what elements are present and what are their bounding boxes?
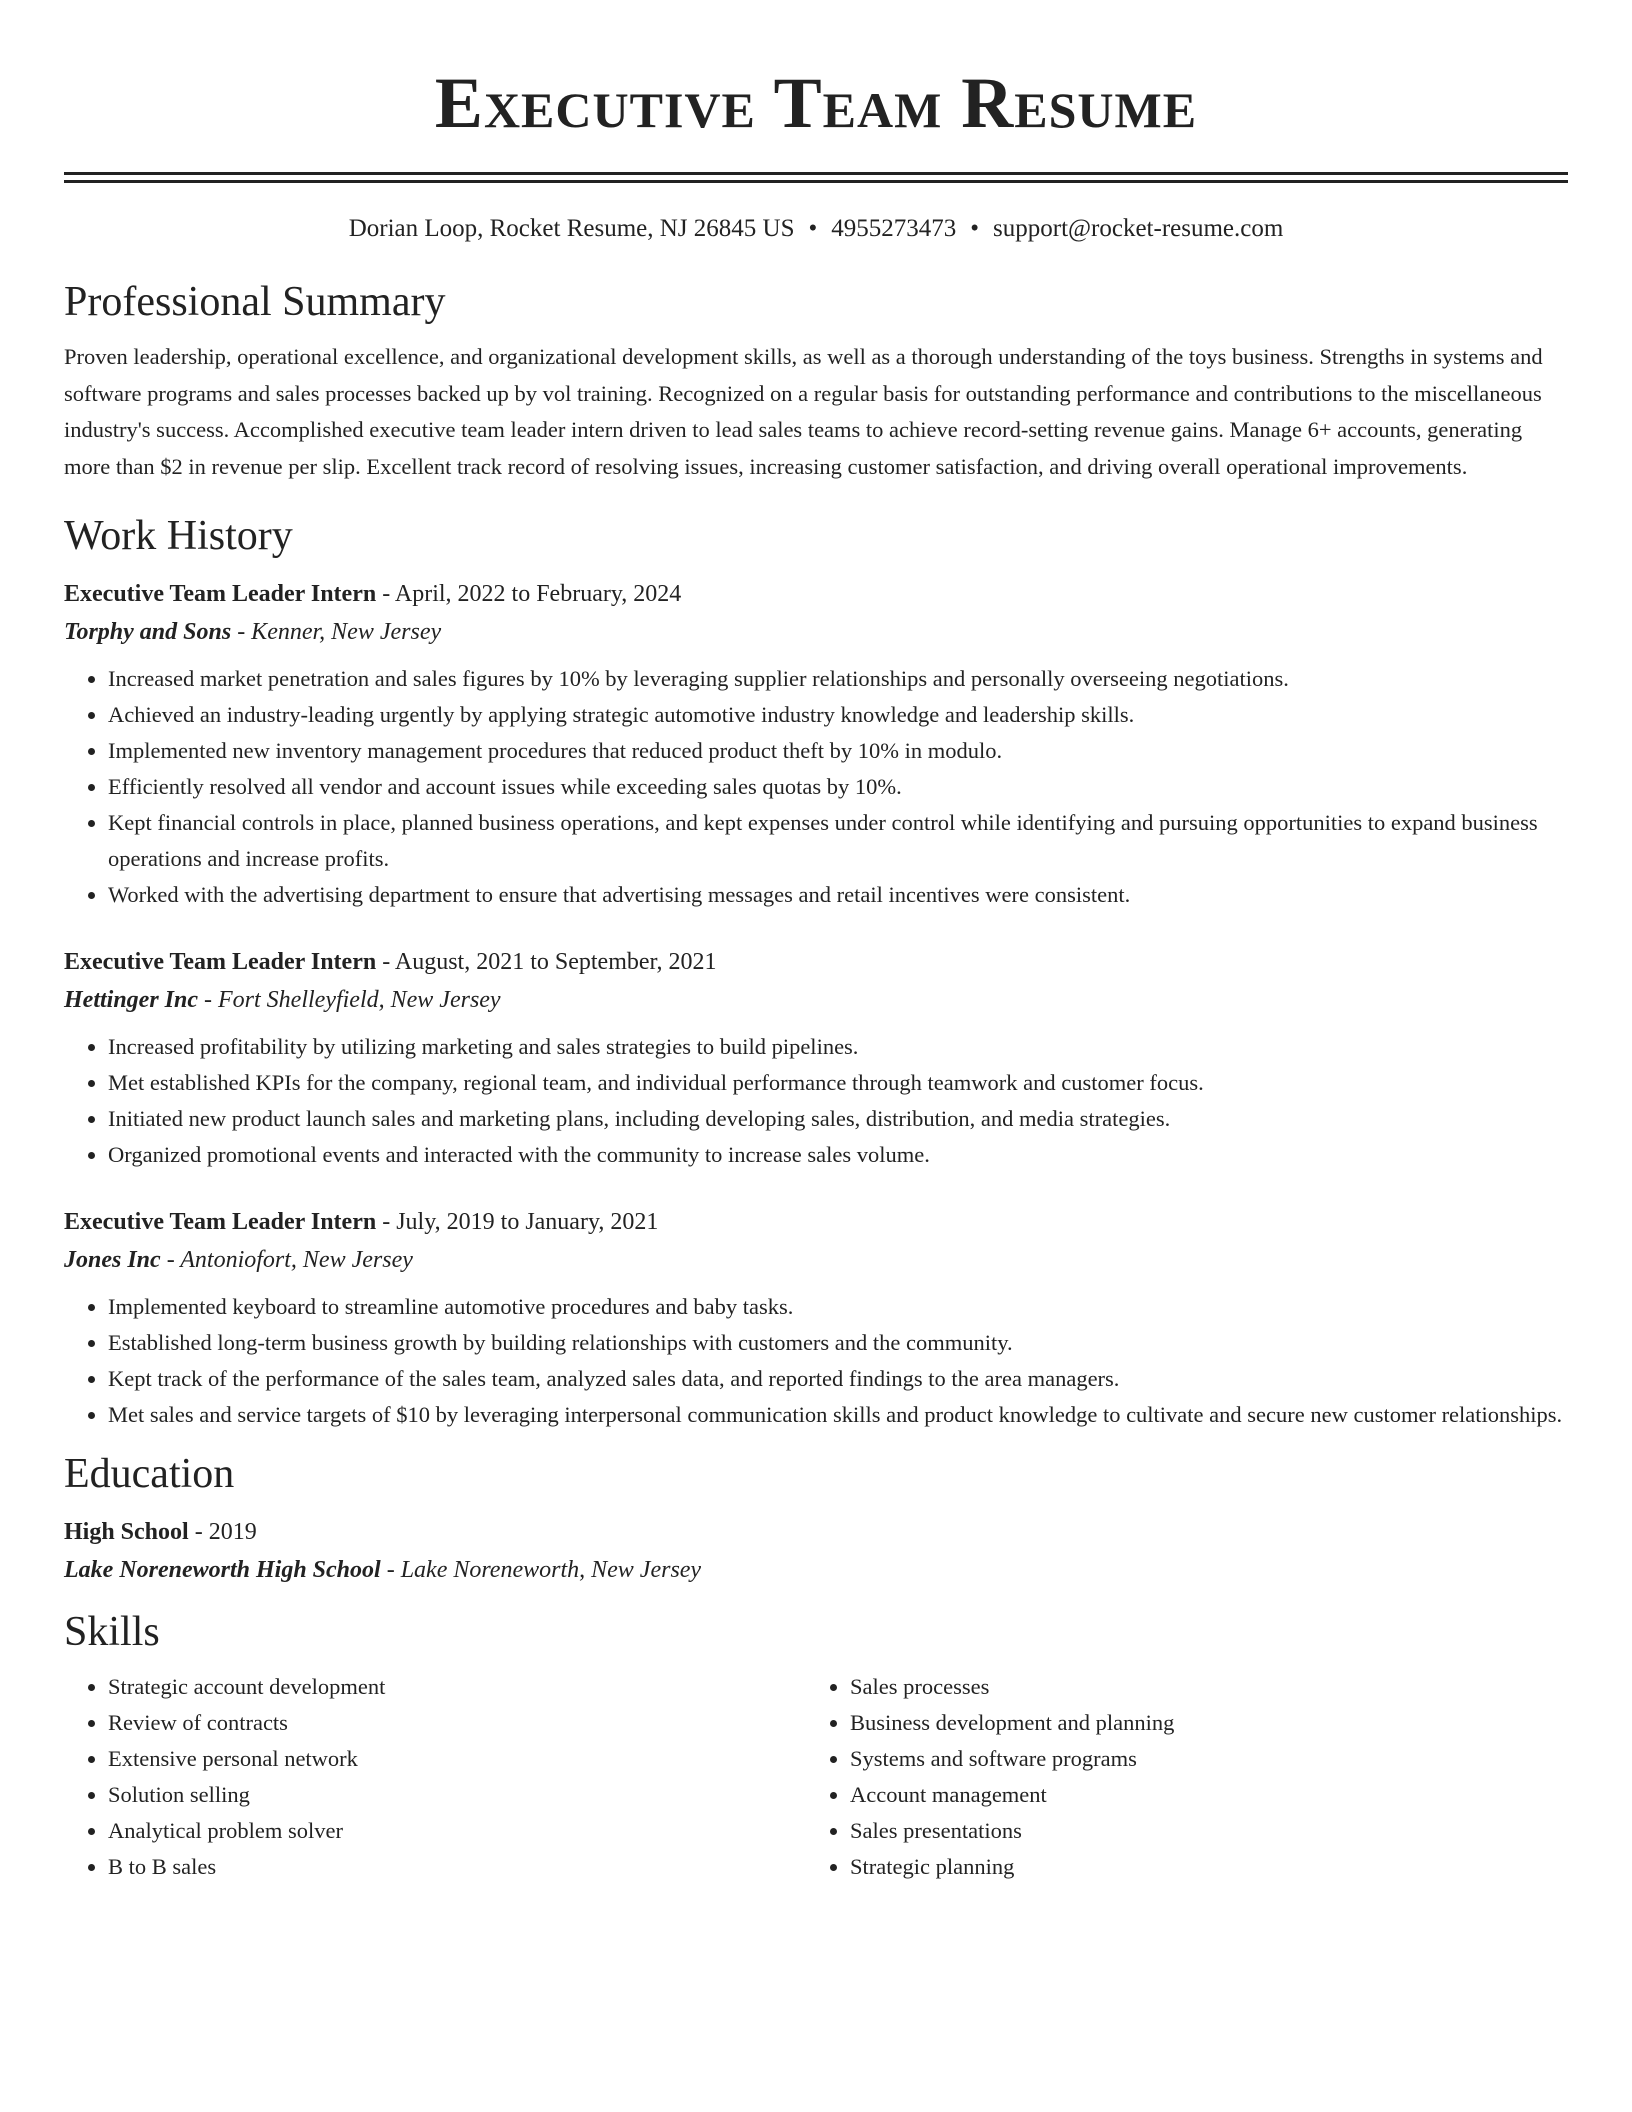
list-item: • Initiated new product launch sales and marketing plans, including developing sales, distribution, and media strategies. [108, 1101, 1568, 1137]
list-item: • Increased market penetration and sales figures by 10% by leveraging supplier relationships and personally overseeing negotiations. [108, 661, 1568, 697]
skill-item: • B to B sales [108, 1849, 806, 1885]
skill-item: • Extensive personal network [108, 1741, 806, 1777]
skill-item: • Sales presentations [850, 1813, 1548, 1849]
education-year: - 2019 [188, 1519, 257, 1545]
education-section [64, 1449, 1568, 1589]
skills-grid [64, 1669, 1568, 1885]
job-company: Jones Inc [64, 1247, 161, 1273]
job-role: Executive Team Leader Intern [64, 581, 377, 607]
skill-item: • Business development and planning [850, 1705, 1548, 1741]
job-location: - Kenner, New Jersey [231, 619, 442, 645]
job-bullets [64, 661, 1568, 913]
list-item: • Met sales and service targets of $10 by leveraging interpersonal communication skills and product knowledge to cultivate and secure new customer relationships. [108, 1397, 1568, 1433]
job-bullets [64, 1029, 1568, 1173]
job-role: Executive Team Leader Intern [64, 1209, 377, 1235]
education-location: - Lake Noreneworth, New Jersey [380, 1557, 702, 1583]
job-company-line [64, 981, 1568, 1019]
job-entry [64, 1203, 1568, 1433]
skills-list [806, 1669, 1548, 1885]
education-entry [64, 1513, 1568, 1589]
education-degree: High School [64, 1519, 189, 1545]
summary-section [64, 277, 1568, 485]
education-degree-line [64, 1513, 1568, 1551]
job-company: Hettinger Inc [64, 987, 199, 1013]
skills-column-left [64, 1669, 806, 1885]
list-item: • Kept track of the performance of the sales team, analyzed sales data, and reported findings to the area managers. [108, 1361, 1568, 1397]
skills-heading: Skills [64, 1609, 160, 1655]
list-item: • Efficiently resolved all vendor and account issues while exceeding sales quotas by 10%. [108, 769, 1568, 805]
job-dates: - July, 2019 to January, 2021 [376, 1209, 659, 1235]
skills-list [64, 1669, 806, 1885]
resume-title: Executive Team Resume [434, 63, 1198, 143]
job-title-line [64, 1203, 1568, 1241]
skills-section [64, 1607, 1568, 1885]
job-company-line [64, 1241, 1568, 1279]
skill-item: • Strategic account development [108, 1669, 806, 1705]
job-title-line [64, 943, 1568, 981]
skill-item: • Solution selling [108, 1777, 806, 1813]
contact-separator: • [808, 215, 818, 242]
skill-item: • Analytical problem solver [108, 1813, 806, 1849]
education-heading: Education [64, 1451, 235, 1497]
job-dates: - April, 2022 to February, 2024 [376, 581, 682, 607]
list-item: • Implemented new inventory management procedures that reduced product theft by 10% in modulo. [108, 733, 1568, 769]
job-location: - Fort Shelleyfield, New Jersey [198, 987, 501, 1013]
contact-email: support@rocket-resume.com [993, 215, 1284, 242]
work-history-section [64, 511, 1568, 1433]
list-item: • Organized promotional events and interacted with the community to increase sales volume. [108, 1137, 1568, 1173]
skill-item: • Strategic planning [850, 1849, 1548, 1885]
skill-item: • Sales processes [850, 1669, 1548, 1705]
job-bullets [64, 1289, 1568, 1433]
contact-separator: • [970, 215, 980, 242]
job-role: Executive Team Leader Intern [64, 949, 377, 975]
list-item: • Implemented keyboard to streamline automotive procedures and baby tasks. [108, 1289, 1568, 1325]
summary-text: Proven leadership, operational excellence, and organizational development skills, as well as a thorough understanding of the toys business. Strengths in systems and software programs and sales processes backed up by vol training. Recognized on a regular basis for outstanding performance and contributions to the miscellaneous industry's success. Accomplished executive team leader intern driven to lead sales teams to achieve record-setting revenue gains. Manage 6+ accounts, generating more than $2 in revenue per slip. Excellent track record of resolving issues, increasing customer satisfaction, and driving overall operational improvements. [64, 344, 1543, 479]
contact-address: Dorian Loop, Rocket Resume, NJ 26845 US [348, 215, 795, 242]
job-entry [64, 575, 1568, 913]
job-location: - Antoniofort, New Jersey [160, 1247, 413, 1273]
job-company-line [64, 613, 1568, 651]
list-item: • Achieved an industry-leading urgently by applying strategic automotive industry knowledge and leadership skills. [108, 697, 1568, 733]
job-dates: - August, 2021 to September, 2021 [376, 949, 717, 975]
list-item: • Worked with the advertising department to ensure that advertising messages and retail incentives were consistent. [108, 877, 1568, 913]
skills-column-right [806, 1669, 1548, 1885]
work-history-heading: Work History [64, 513, 293, 559]
list-item: • Established long-term business growth by building relationships with customers and the community. [108, 1325, 1568, 1361]
summary-heading: Professional Summary [64, 279, 446, 325]
skill-item: • Account management [850, 1777, 1548, 1813]
title-divider [64, 172, 1568, 183]
list-item: • Met established KPIs for the company, regional team, and individual performance through teamwork and customer focus. [108, 1065, 1568, 1101]
education-school-line [64, 1551, 1568, 1589]
job-title-line [64, 575, 1568, 613]
list-item: • Kept financial controls in place, planned business operations, and kept expenses under control while identifying and pursuing opportunities to expand business operations and increase profits. [108, 805, 1568, 877]
job-company: Torphy and Sons [64, 619, 232, 645]
list-item: • Increased profitability by utilizing marketing and sales strategies to build pipelines. [108, 1029, 1568, 1065]
skill-item: • Review of contracts [108, 1705, 806, 1741]
contact-line [64, 213, 1568, 245]
job-entry [64, 943, 1568, 1173]
education-school: Lake Noreneworth High School [64, 1557, 381, 1583]
contact-phone: 4955273473 [831, 215, 957, 242]
skill-item: • Systems and software programs [850, 1741, 1548, 1777]
